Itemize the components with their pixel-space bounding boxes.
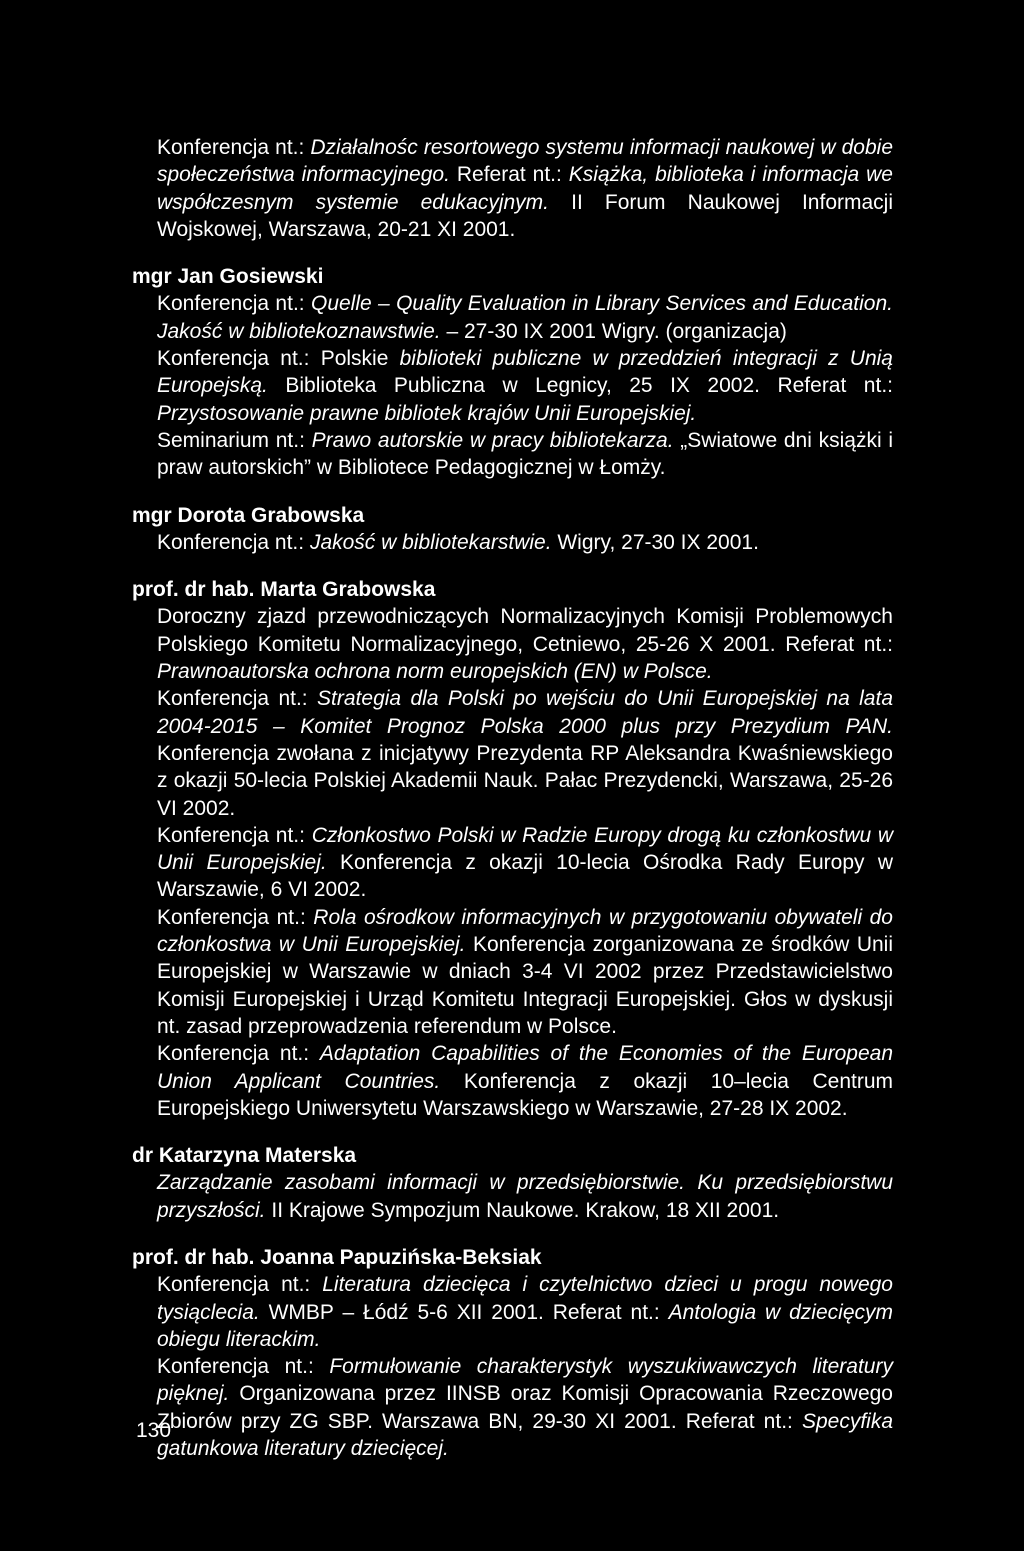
person-heading: prof. dr hab. Marta Grabowska <box>132 578 436 602</box>
entry-text: – 27-30 IX 2001 Wigry. (organizacja) <box>440 319 787 343</box>
entry-title-text: Adaptation Capabilities of the Economies of the European Union Applicant Countries. <box>157 1042 893 1093</box>
entry-text: Konferencja nt.: <box>157 905 314 929</box>
entry-title-text: Książka, biblioteka i informacja we współczesnym systemie edukacyjnym. <box>157 163 893 214</box>
entry-paragraph <box>157 822 893 904</box>
entry-text: Organizowana przez IINSB oraz Komisji Opracowania Rzeczowego Zbiorów przy ZG SBP. Warszawa BN, 29-30 XI 2001. Referat nt.: <box>157 1382 893 1433</box>
entry-paragraph <box>157 1169 893 1224</box>
bibliography-section <box>157 134 893 243</box>
entry-title-text: Prawnoautorska ochrona norm europejskich (EN) w Polsce. <box>157 660 713 684</box>
person-heading: prof. dr hab. Joanna Papuzińska-Beksiak <box>132 1245 542 1269</box>
entry-text: Seminarium nt.: <box>157 428 312 452</box>
bibliography-section <box>132 263 894 481</box>
entry-text: Referat nt.: <box>449 163 569 187</box>
entry-paragraph <box>157 290 893 345</box>
page-number: 130 <box>136 1419 172 1442</box>
entry-text: Konferencja nt.: <box>157 292 311 316</box>
entry-text: Konferencja zwołana z inicjatywy Prezydenta RP Aleksandra Kwaśniewskiego z okazji 50-lecia Polskiej Akademii Nauk. Pałac Prezydencki, Warszawa, 25-26 VI 2002. <box>157 741 893 820</box>
entry-paragraph <box>157 1040 893 1122</box>
entry-text: Konferencja nt.: <box>157 1355 330 1379</box>
bibliography-section <box>132 1142 893 1224</box>
entry-text: Konferencja nt.: <box>157 136 311 159</box>
entry-paragraph <box>157 904 893 1040</box>
entry-text: Konferencja nt.: Polskie <box>157 347 400 371</box>
bibliography-section <box>132 502 893 557</box>
entry-text: Konferencja nt.: <box>157 530 310 554</box>
entry-text: Wigry, 27-30 IX 2001. <box>551 530 759 554</box>
entry-title-text: Członkostwo Polski w Radzie Europy drogą ku członkostwu w Unii Europejskiej. <box>157 823 894 875</box>
entry-paragraph <box>157 1271 893 1353</box>
entry-title-text: Zarządzanie zasobami informacji w przedsiębiorstwie. Ku przedsiębiorstwu przyszłości. <box>157 1171 893 1222</box>
person-heading: mgr Jan Gosiewski <box>132 265 324 289</box>
entry-title-text: Formułowanie charakterystyk wyszukiwawczych literatury pięknej. <box>157 1355 893 1406</box>
entry-text: Konferencja nt.: <box>157 1042 320 1066</box>
entry-text: II Krajowe Sympozjum Naukowe. Krakow, 18 XII 2001. <box>265 1198 780 1222</box>
entry-title-text: Prawo autorskie w pracy bibliotekarza. <box>311 428 674 452</box>
entry-title-text: Przystosowanie prawne bibliotek krajów Unii Europejskiej. <box>157 401 697 425</box>
entry-paragraph <box>157 345 893 427</box>
entry-title-text: Quelle – Quality Evaluation in Library Services and Education. Jakość w bibliotekoznawstwie. <box>157 292 893 343</box>
entry-paragraph <box>157 603 893 685</box>
entry-title-text: Specyfika gatunkowa literatury dziecięcej. <box>157 1409 893 1461</box>
entry-text: Konferencja nt.: <box>157 687 318 711</box>
entry-text: Konferencja nt.: <box>157 1273 323 1297</box>
entry-text: II Forum Naukowej Informacji Wojskowej, Warszawa, 20-21 XI 2001. <box>157 190 893 241</box>
entry-text: Konferencja z okazji 10-lecia Ośrodka Rady Europy w Warszawie, 6 VI 2002. <box>157 851 893 902</box>
entry-text: Konferencja zorganizowana ze środków Unii Europejskiej w Warszawie w dniach 3-4 VI 2002 przez Przedstawicielstwo Komisji Europejskiej i Urząd Komitetu Integracji Europejskiej. Głos w dyskusji nt. zasad przeprowadzenia referendum w Polsce. <box>157 933 893 1038</box>
entry-title-text: Literatura dziecięca i czytelnictwo dzieci u progu nowego tysiąclecia. <box>157 1273 893 1324</box>
person-heading: mgr Dorota Grabowska <box>132 503 365 527</box>
entry-title-text: Antologia w dziecięcym obiegu literackim. <box>157 1300 893 1351</box>
entry-text: WMBP – Łódź 5-6 XII 2001. Referat nt.: <box>259 1300 669 1324</box>
bibliography-section <box>132 576 894 1122</box>
entry-title-text: Działalnośc resortowego systemu informacji naukowej w dobie społeczeństwa informacyjnego. <box>157 136 894 187</box>
person-heading: dr Katarzyna Materska <box>132 1144 357 1168</box>
entry-title-text: Jakość w bibliotekarstwie. <box>309 530 552 554</box>
entry-text: „Swiatowe dni książki i praw autorskich” w Bibliotece Pedagogicznej w Łomży. <box>157 428 894 480</box>
entry-paragraph <box>157 134 893 243</box>
entry-text: Konferencja nt.: <box>157 823 312 847</box>
entry-title-text: Rola ośrodkow informacyjnych w przygotowaniu obywateli do członkostwa w Unii Europejskiej. <box>157 905 893 957</box>
entry-paragraph <box>157 1353 893 1462</box>
entry-text: Doroczny zjazd przewodniczących Normalizacyjnych Komisji Problemowych Polskiego Komitetu Normalizacyjnego, Cetniewo, 25-26 X 2001. Referat nt.: <box>157 605 893 656</box>
entry-paragraph <box>157 685 893 821</box>
entry-title-text: biblioteki publiczne w przeddzień integracji z Unią Europejską. <box>157 347 893 398</box>
entry-text: Konferencja z okazji 10–lecia Centrum Europejskiego Uniwersytetu Warszawskiego w Warszawie, 27-28 IX 2002. <box>157 1069 893 1120</box>
entry-text: Biblioteka Publiczna w Legnicy, 25 IX 2002. Referat nt.: <box>267 374 893 398</box>
entry-paragraph <box>157 529 893 556</box>
entry-paragraph <box>157 427 893 482</box>
entry-title-text: Strategia dla Polski po wejściu do Unii Europejskiej na lata 2004-2015 – Komitet Prognoz Polska 2000 plus przy Prezydium PAN. <box>157 687 893 738</box>
